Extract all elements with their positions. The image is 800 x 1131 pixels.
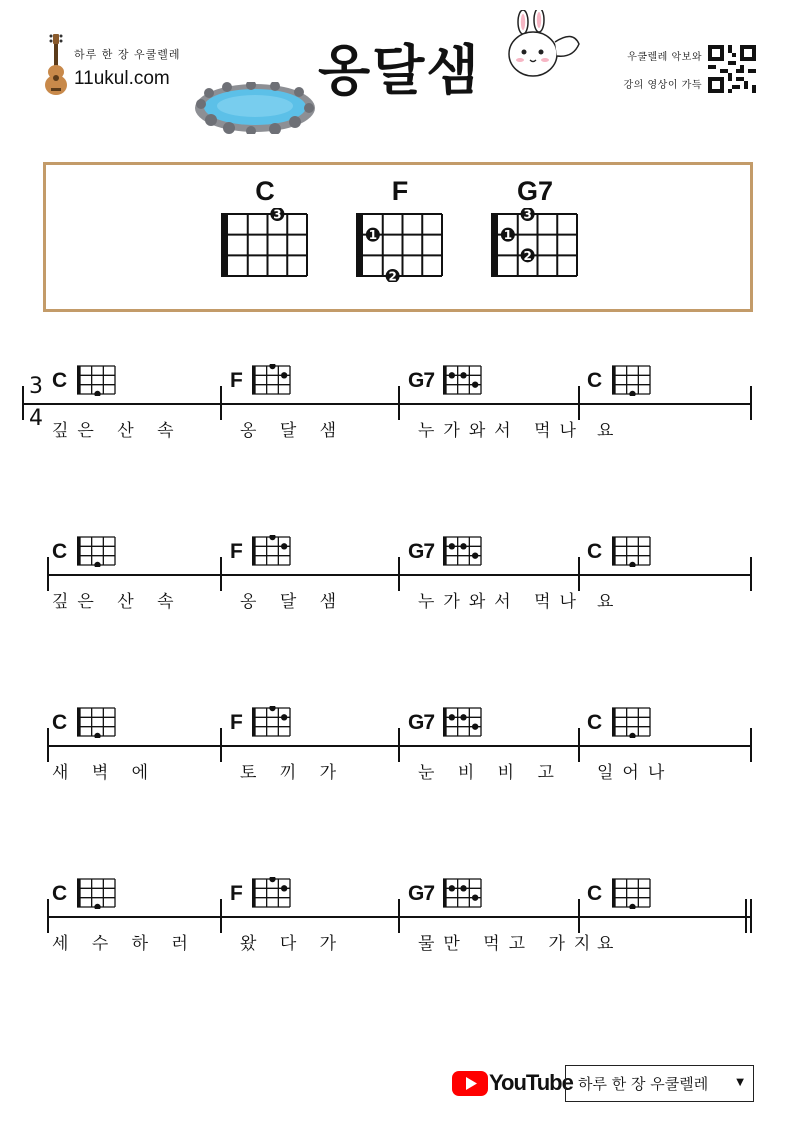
measure-chord: C bbox=[52, 540, 67, 563]
chord-diagram-icon bbox=[76, 535, 116, 567]
chord-diagram-icon bbox=[76, 877, 116, 909]
bar-line bbox=[398, 386, 400, 420]
chord-diagram-icon bbox=[442, 364, 482, 396]
bar-line bbox=[47, 728, 49, 762]
chord-diagram-icon bbox=[442, 877, 482, 909]
measure-lyric: 옹 달 샘 bbox=[240, 592, 346, 612]
svg-text:1: 1 bbox=[368, 228, 378, 243]
measure-lyric: 요 bbox=[597, 592, 623, 612]
channel-search-box[interactable] bbox=[565, 1065, 754, 1102]
measure-chord: F bbox=[230, 711, 242, 734]
measure-lyric: 깊은 산 속 bbox=[52, 421, 183, 441]
chord-name-g7: G7 bbox=[516, 176, 554, 206]
promo-line-2: 강의 영상이 가득 bbox=[623, 80, 702, 91]
measure-chord: G7 bbox=[408, 711, 435, 734]
measure-lyric: 일어나 bbox=[597, 763, 674, 783]
chord-diagram-f bbox=[355, 208, 445, 282]
chord-diagram-icon bbox=[251, 364, 291, 396]
measure-chord: F bbox=[230, 540, 242, 563]
bar-line bbox=[220, 557, 222, 591]
measure-chord: C bbox=[587, 711, 602, 734]
bar-line bbox=[220, 386, 222, 420]
rabbit-icon bbox=[503, 10, 583, 80]
measure-lyric: 왔 다 가 bbox=[240, 934, 346, 954]
time-signature-top: 3 bbox=[29, 374, 43, 399]
chord-diagram-c bbox=[220, 208, 310, 282]
chord-diagram-icon bbox=[76, 706, 116, 738]
measure-lyric: 요 bbox=[597, 934, 623, 954]
measure-lyric: 요 bbox=[597, 421, 623, 441]
chord-diagram-icon bbox=[251, 706, 291, 738]
measure-lyric: 세 수 하 러 bbox=[52, 934, 197, 954]
measure-chord: F bbox=[230, 369, 242, 392]
measure-chord: F bbox=[230, 882, 242, 905]
bar-line bbox=[22, 386, 24, 420]
chord-name-c: C bbox=[255, 176, 275, 206]
measure-chord: G7 bbox=[408, 540, 435, 563]
staff-line bbox=[22, 403, 752, 405]
chord-diagram-icon bbox=[442, 706, 482, 738]
final-bar-line bbox=[745, 899, 747, 933]
measure-lyric: 눈 비 비 고 bbox=[418, 763, 563, 783]
bar-line bbox=[578, 557, 580, 591]
ukulele-icon bbox=[40, 32, 72, 98]
measure-chord: C bbox=[52, 711, 67, 734]
spring-pond-icon bbox=[193, 82, 317, 134]
bar-line bbox=[578, 899, 580, 933]
chord-name-f: F bbox=[391, 176, 409, 206]
bar-line bbox=[750, 899, 752, 933]
brand-site-link[interactable]: 11ukul.com bbox=[74, 68, 170, 89]
bar-line bbox=[750, 386, 752, 420]
bar-line bbox=[220, 728, 222, 762]
measure-lyric: 토 끼 가 bbox=[240, 763, 346, 783]
promo-line-1: 우쿨렐레 악보와 bbox=[627, 52, 702, 63]
chord-diagram-icon bbox=[251, 535, 291, 567]
chord-diagram-icon bbox=[611, 364, 651, 396]
chord-diagram-icon bbox=[76, 364, 116, 396]
measure-lyric: 깊은 산 속 bbox=[52, 592, 183, 612]
youtube-icon[interactable] bbox=[452, 1071, 488, 1096]
measure-chord: C bbox=[587, 882, 602, 905]
bar-line bbox=[750, 557, 752, 591]
measure-lyric: 옹 달 샘 bbox=[240, 421, 346, 441]
svg-text:2: 2 bbox=[523, 248, 532, 263]
measure-chord: C bbox=[587, 369, 602, 392]
youtube-label: YouTube bbox=[489, 1070, 573, 1095]
measure-lyric: 누가와서 먹나 bbox=[418, 421, 585, 441]
measure-chord: C bbox=[52, 882, 67, 905]
channel-name: 하루 한 장 우쿨렐레 bbox=[578, 1075, 709, 1093]
chord-diagram-icon bbox=[611, 535, 651, 567]
bar-line bbox=[398, 557, 400, 591]
page-title: 옹달샘 bbox=[318, 39, 481, 102]
measure-chord: G7 bbox=[408, 882, 435, 905]
bar-line bbox=[47, 557, 49, 591]
bar-line bbox=[398, 899, 400, 933]
measure-chord: C bbox=[52, 369, 67, 392]
qr-code-icon[interactable] bbox=[708, 45, 756, 93]
brand-tagline: 하루 한 장 우쿨렐레 bbox=[74, 48, 181, 61]
chord-diagram-icon bbox=[251, 877, 291, 909]
measure-lyric: 새 벽 에 bbox=[52, 763, 158, 783]
time-signature-bottom: 4 bbox=[29, 406, 43, 431]
chord-diagram-icon bbox=[442, 535, 482, 567]
chord-diagram-icon bbox=[611, 877, 651, 909]
svg-text:3: 3 bbox=[273, 208, 282, 222]
chevron-down-icon[interactable]: ▼ bbox=[736, 1077, 744, 1088]
measure-chord: G7 bbox=[408, 369, 435, 392]
svg-text:1: 1 bbox=[503, 228, 513, 243]
bar-line bbox=[578, 386, 580, 420]
bar-line bbox=[578, 728, 580, 762]
bar-line bbox=[398, 728, 400, 762]
svg-text:2: 2 bbox=[388, 269, 397, 282]
chord-diagram-icon bbox=[611, 706, 651, 738]
bar-line bbox=[750, 728, 752, 762]
svg-text:3: 3 bbox=[523, 208, 532, 222]
chord-diagram-g7 bbox=[490, 208, 580, 282]
measure-chord: C bbox=[587, 540, 602, 563]
measure-lyric: 물만 먹고 가지 bbox=[418, 934, 600, 954]
measure-lyric: 누가와서 먹나 bbox=[418, 592, 585, 612]
bar-line bbox=[47, 899, 49, 933]
bar-line bbox=[220, 899, 222, 933]
